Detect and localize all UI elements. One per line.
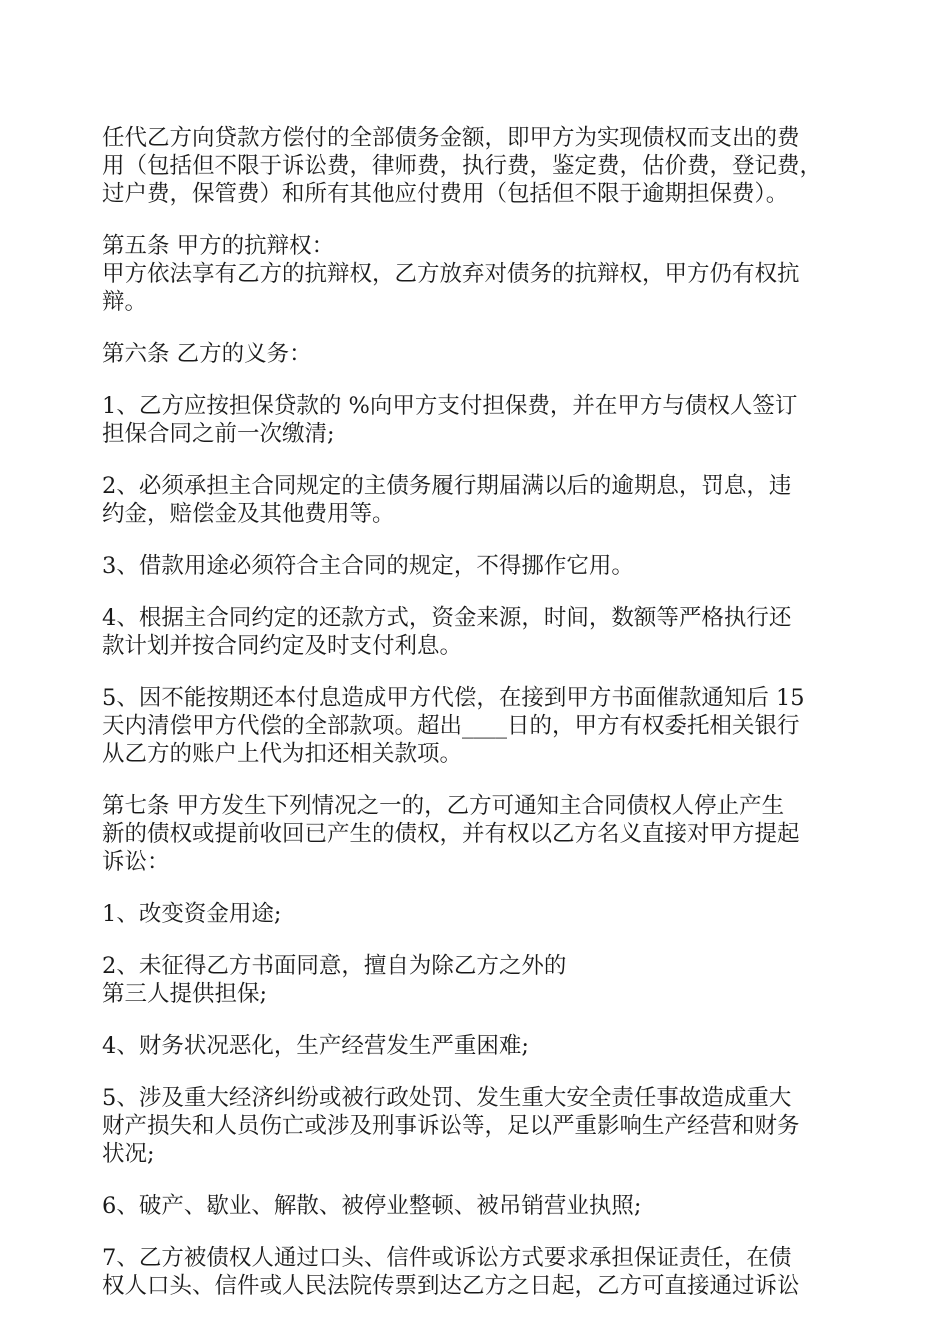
document-paragraph [102, 472, 862, 528]
text-line: 1、乙方应按担保贷款的 %向甲方支付担保费，并在甲方与债权人签订 [102, 393, 798, 419]
document-paragraph [102, 1192, 862, 1220]
text-line: 约金，赔偿金及其他费用等。 [102, 501, 395, 527]
text-line: 4、根据主合同约定的还款方式，资金来源，时间，数额等严格执行还 [102, 605, 792, 631]
document-paragraph [102, 604, 862, 660]
document-paragraph [102, 1244, 862, 1300]
text-line: 用（包括但不限于诉讼费，律师费，执行费，鉴定费，估价费，登记费， [102, 153, 823, 179]
text-line: 诉讼： [102, 849, 170, 875]
text-line: 5、涉及重大经济纠纷或被行政处罚、发生重大安全责任事故造成重大 [102, 1085, 792, 1111]
text-line: 5、因不能按期还本付息造成甲方代偿，在接到甲方书面催款通知后 15 [102, 685, 805, 711]
document-paragraph [102, 900, 862, 928]
document-paragraph [102, 124, 862, 208]
text-line: 担保合同之前一次缴清; [102, 421, 335, 447]
text-line: 甲方依法享有乙方的抗辩权，乙方放弃对债务的抗辩权，甲方仍有权抗 [102, 261, 800, 287]
text-line: 任代乙方向贷款方偿付的全部债务金额，即甲方为实现债权而支出的费 [102, 125, 800, 151]
text-line: 状况; [102, 1141, 155, 1167]
text-line: 辩。 [102, 289, 148, 315]
text-line: 过户费，保管费）和所有其他应付费用（包括但不限于逾期担保费）。 [102, 181, 789, 207]
text-line: 1、改变资金用途; [102, 901, 282, 927]
text-line: 第七条 甲方发生下列情况之一的，乙方可通知主合同债权人停止产生 [102, 793, 785, 819]
text-line: 4、财务状况恶化，生产经营发生严重困难; [102, 1033, 529, 1059]
text-line: 财产损失和人员伤亡或涉及刑事诉讼等，足以严重影响生产经营和财务 [102, 1113, 800, 1139]
text-line: 第六条 乙方的义务： [102, 341, 312, 367]
document-paragraph [102, 792, 862, 876]
text-line: 3、借款用途必须符合主合同的规定，不得挪作它用。 [102, 553, 634, 579]
document-paragraph [102, 952, 862, 1008]
document-body [102, 124, 862, 1324]
text-line: 新的债权或提前收回已产生的债权，并有权以乙方名义直接对甲方提起 [102, 821, 800, 847]
text-line: 从乙方的账户上代为扣还相关款项。 [102, 741, 463, 767]
text-line: 2、必须承担主合同规定的主债务履行期届满以后的逾期息，罚息，违 [102, 473, 792, 499]
text-line: 第五条 甲方的抗辩权： [102, 233, 335, 259]
text-line: 7、乙方被债权人通过口头、信件或诉讼方式要求承担保证责任，在债 [102, 1245, 792, 1271]
document-paragraph [102, 1084, 862, 1168]
text-line: 天内清偿甲方代偿的全部款项。超出____日的，甲方有权委托相关银行 [102, 713, 800, 739]
document-paragraph [102, 1032, 862, 1060]
document-paragraph [102, 232, 862, 316]
text-line: 款计划并按合同约定及时支付利息。 [102, 633, 463, 659]
text-line: 2、未征得乙方书面同意，擅自为除乙方之外的 [102, 953, 567, 979]
text-line: 6、破产、歇业、解散、被停业整顿、被吊销营业执照; [102, 1193, 642, 1219]
text-line: 权人口头、信件或人民法院传票到达乙方之日起，乙方可直接通过诉讼 [102, 1273, 800, 1299]
text-line: 第三人提供担保; [102, 981, 268, 1007]
document-paragraph [102, 392, 862, 448]
document-paragraph [102, 552, 862, 580]
document-paragraph [102, 340, 862, 368]
document-paragraph [102, 684, 862, 768]
